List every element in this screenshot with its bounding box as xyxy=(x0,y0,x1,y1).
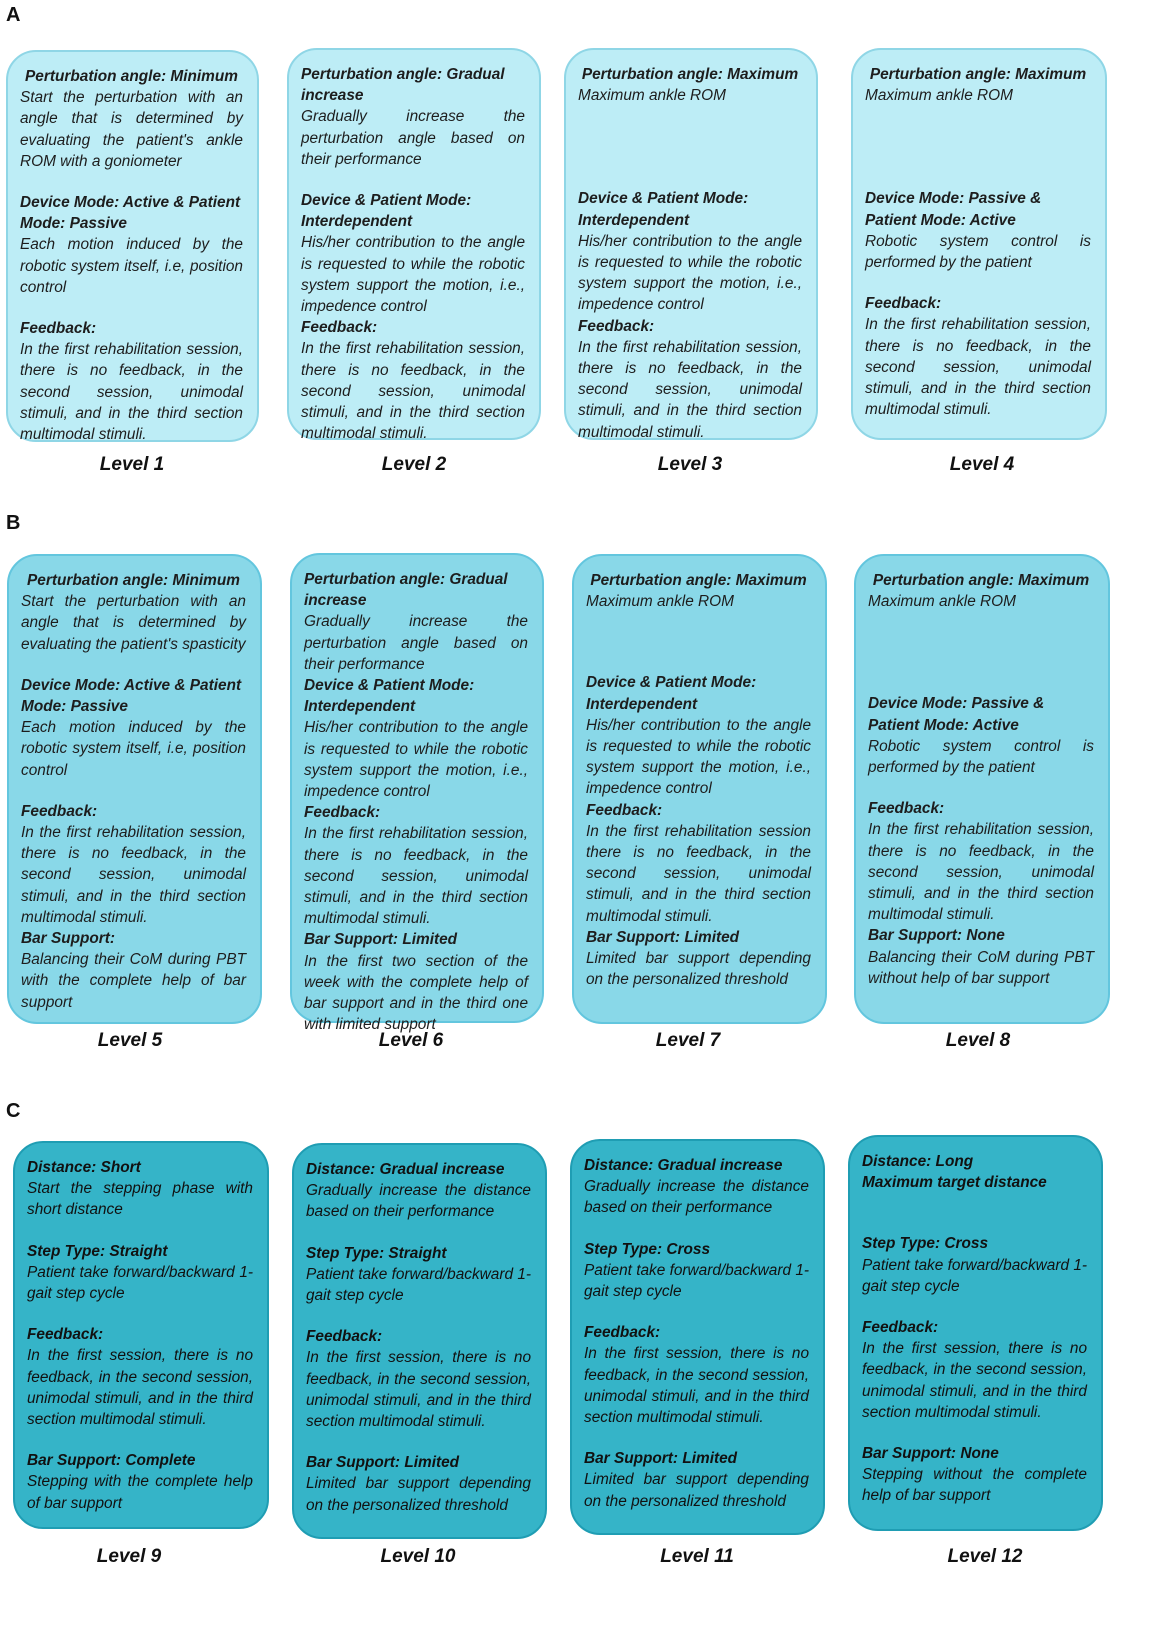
section-label-b: B xyxy=(6,512,21,534)
level-11-label: Level 11 xyxy=(660,1546,734,1567)
level-10-label: Level 10 xyxy=(380,1546,456,1567)
card-heading: Bar Support: None xyxy=(862,1445,999,1463)
card-heading: Feedback: xyxy=(865,295,942,313)
level-1-label: Level 1 xyxy=(99,454,165,475)
card-text: Robotic system control is performed by the patient xyxy=(868,737,1094,777)
card-text: Start the perturbation with an angle that is determined by evaluating the patient's spasticity xyxy=(21,593,246,653)
card-text: Robotic system control is performed by the patient xyxy=(865,232,1091,272)
card-text: Gradually increase the perturbation angle based on their performance xyxy=(304,613,528,673)
card-text: In the first rehabilitation session there is no feedback, in the second session, unimodal stimuli, and in the third section multimodal stimuli. xyxy=(586,822,811,925)
card-heading: Feedback: xyxy=(301,319,378,337)
card-heading: Device Mode: Active & Patient Mode: Passive xyxy=(21,676,242,716)
level-2-card xyxy=(287,48,541,443)
level-7-label: Level 7 xyxy=(655,1030,721,1051)
level-9-card xyxy=(13,1141,269,1529)
card-heading: Feedback: xyxy=(27,1326,104,1344)
card-heading: Step Type: Cross xyxy=(862,1235,989,1253)
card-text: His/her contribution to the angle is requested to while the robotic system support the motion, i.e., impedence control xyxy=(301,234,525,316)
card-text: Gradually increase the perturbation angle based on their performance xyxy=(301,108,525,168)
card-heading: Feedback: xyxy=(20,320,97,338)
card-text: In the first session, there is no feedback, in the second session, unimodal stimuli, and in the third section multimodal stimuli. xyxy=(584,1345,809,1427)
level-4-label: Level 4 xyxy=(949,454,1015,475)
card-heading: Feedback: xyxy=(578,317,655,335)
card-text: Each motion induced by the robotic system itself, i.e, position control xyxy=(21,719,246,779)
level-5-label: Level 5 xyxy=(97,1030,163,1051)
level-12-card xyxy=(848,1135,1103,1531)
card-heading: Bar Support: Limited xyxy=(584,1450,738,1468)
card-heading: Bar Support: Limited xyxy=(586,928,740,946)
card-text: Patient take forward/backward 1-gait step cycle xyxy=(306,1265,531,1305)
card-heading: Step Type: Straight xyxy=(27,1242,168,1260)
card-heading: Step Type: Straight xyxy=(306,1244,447,1262)
card-text: Limited bar support depending on the personalized threshold xyxy=(306,1475,531,1514)
level-4-card xyxy=(851,48,1107,440)
card-heading: Device & Patient Mode: Interdependent xyxy=(578,190,749,229)
section-label-c: C xyxy=(6,1100,21,1122)
card-text: His/her contribution to the angle is requested to while the robotic system support the motion, i.e., impedence control xyxy=(586,716,811,798)
card-heading: Feedback: xyxy=(586,801,663,819)
card-heading: Perturbation angle: Maximum xyxy=(872,572,1090,589)
card-heading: Perturbation angle: Gradual increase xyxy=(301,66,505,105)
card-heading: Distance: Long xyxy=(862,1153,974,1170)
level-1-card xyxy=(6,50,259,442)
card-heading: Perturbation angle: Maximum xyxy=(869,66,1087,83)
card-text: Maximum ankle ROM xyxy=(865,87,1013,105)
card-text: In the first rehabilitation session, there is no feedback, in the second session, unimodal stimuli, and in the third section multimodal stimuli. xyxy=(301,340,525,443)
section-label-a: A xyxy=(6,4,21,26)
card-heading: Distance: Gradual increase xyxy=(306,1161,505,1178)
card-heading: Step Type: Cross xyxy=(584,1240,711,1258)
card-text: In the first rehabilitation session, there is no feedback, in the second session, unimodal stimuli, and in the third section multimodal stimuli. xyxy=(865,316,1091,419)
card-text: In the first session, there is no feedback, in the second session, unimodal stimuli, and in the third section multimodal stimuli. xyxy=(862,1340,1087,1421)
level-3-card xyxy=(564,48,818,440)
card-text: Maximum ankle ROM xyxy=(868,593,1016,611)
card-text: Stepping without the complete help of bar support xyxy=(862,1466,1087,1505)
card-heading: Bar Support: Limited xyxy=(306,1454,460,1472)
card-heading: Maximum target distance xyxy=(862,1174,1047,1192)
card-heading: Device Mode: Passive & Patient Mode: Active xyxy=(868,695,1045,734)
card-text: Each motion induced by the robotic system itself, i.e, position control xyxy=(20,236,243,296)
card-text: His/her contribution to the angle is requested to while the robotic system support the motion, i.e., impedence control xyxy=(578,232,802,314)
card-text: Patient take forward/backward 1-gait step cycle xyxy=(584,1261,809,1301)
level-5-card xyxy=(7,554,262,1024)
level-7-card xyxy=(572,554,827,1024)
card-text: Limited bar support depending on the personalized threshold xyxy=(584,1471,809,1510)
card-text: In the first session, there is no feedback, in the second session, unimodal stimuli, and in the third section multimodal stimuli. xyxy=(27,1347,253,1429)
level-9-label: Level 9 xyxy=(96,1546,162,1567)
card-text: Balancing their CoM during PBT without help of bar support xyxy=(868,948,1094,987)
level-3-label: Level 3 xyxy=(657,454,723,475)
card-heading: Distance: Short xyxy=(27,1159,141,1176)
card-heading: Device & Patient Mode: Interdependent xyxy=(301,192,472,231)
card-text: Patient take forward/backward 1-gait step cycle xyxy=(862,1256,1087,1295)
level-6-label: Level 6 xyxy=(378,1030,444,1051)
card-text: Limited bar support depending on the personalized threshold xyxy=(586,950,811,989)
card-heading: Perturbation angle: Minimum xyxy=(27,572,240,589)
card-heading: Bar Support: Complete xyxy=(27,1452,196,1470)
card-heading: Distance: Gradual increase xyxy=(584,1157,783,1174)
card-heading: Perturbation angle: Maximum xyxy=(590,572,807,589)
card-text: Gradually increase the distance based on their performance xyxy=(306,1182,531,1221)
card-text: In the first rehabilitation session, there is no feedback, in the second session, unimodal stimuli, and in the third section multimodal stimuli. xyxy=(304,825,528,928)
card-heading: Perturbation angle: Maximum xyxy=(581,66,799,83)
card-text: Patient take forward/backward 1-gait step cycle xyxy=(27,1263,253,1303)
card-heading: Device Mode: Active & Patient Mode: Passive xyxy=(20,194,241,233)
level-8-card xyxy=(854,554,1110,1024)
level-10-card xyxy=(292,1143,547,1539)
card-text: Stepping with the complete help of bar support xyxy=(27,1473,253,1512)
card-text: Maximum ankle ROM xyxy=(586,593,734,611)
card-text: In the first rehabilitation session, there is no feedback, in the second session, unimodal stimuli, and in the third section multimodal stimuli. xyxy=(578,338,802,441)
card-heading: Feedback: xyxy=(862,1319,939,1337)
card-text: Start the stepping phase with short distance xyxy=(27,1180,253,1219)
card-heading: Bar Support: xyxy=(21,930,116,948)
card-heading: Feedback: xyxy=(868,800,945,818)
card-text: In the first rehabilitation session, there is no feedback, in the second session, unimodal stimuli, and in the third section multimodal stimuli. xyxy=(868,821,1094,924)
card-heading: Device Mode: Passive & Patient Mode: Active xyxy=(865,190,1042,229)
card-heading: Feedback: xyxy=(21,802,98,820)
card-text: In the first session, there is no feedback, in the second session, unimodal stimuli, and in the third section multimodal stimuli. xyxy=(306,1349,531,1431)
level-12-label: Level 12 xyxy=(947,1546,1023,1567)
card-heading: Feedback: xyxy=(306,1328,383,1346)
level-11-card xyxy=(570,1139,825,1535)
card-text: Gradually increase the distance based on their performance xyxy=(584,1178,809,1217)
card-text: In the first rehabilitation session, there is no feedback, in the second session, unimodal stimuli, and in the third section multimodal stimuli. xyxy=(21,824,246,926)
card-text: Balancing their CoM during PBT with the complete help of bar support xyxy=(21,951,246,1011)
card-heading: Feedback: xyxy=(584,1324,661,1342)
card-text: In the first two section of the week with the complete help of bar support and in the third one with limited support xyxy=(304,952,528,1034)
level-6-card xyxy=(290,553,544,1034)
level-8-label: Level 8 xyxy=(945,1030,1011,1051)
card-heading: Device & Patient Mode: Interdependent xyxy=(586,674,757,713)
card-heading: Bar Support: None xyxy=(868,927,1005,945)
card-heading: Bar Support: Limited xyxy=(304,931,458,949)
card-text: His/her contribution to the angle is requested to while the robotic system support the motion, i.e., impedence control xyxy=(304,719,528,801)
level-2-label: Level 2 xyxy=(381,454,447,475)
card-heading: Feedback: xyxy=(304,804,381,822)
card-heading: Perturbation angle: Minimum xyxy=(25,68,238,85)
card-text: Maximum ankle ROM xyxy=(578,87,726,105)
card-text: In the first rehabilitation session, there is no feedback, in the second session, unimodal stimuli, and in the third section multimodal stimuli. xyxy=(20,341,243,444)
card-heading: Perturbation angle: Gradual increase xyxy=(304,571,508,610)
card-text: Start the perturbation with an angle that is determined by evaluating the patient's ankle ROM with a goniometer xyxy=(20,89,243,170)
card-heading: Device & Patient Mode: Interdependent xyxy=(304,677,475,716)
